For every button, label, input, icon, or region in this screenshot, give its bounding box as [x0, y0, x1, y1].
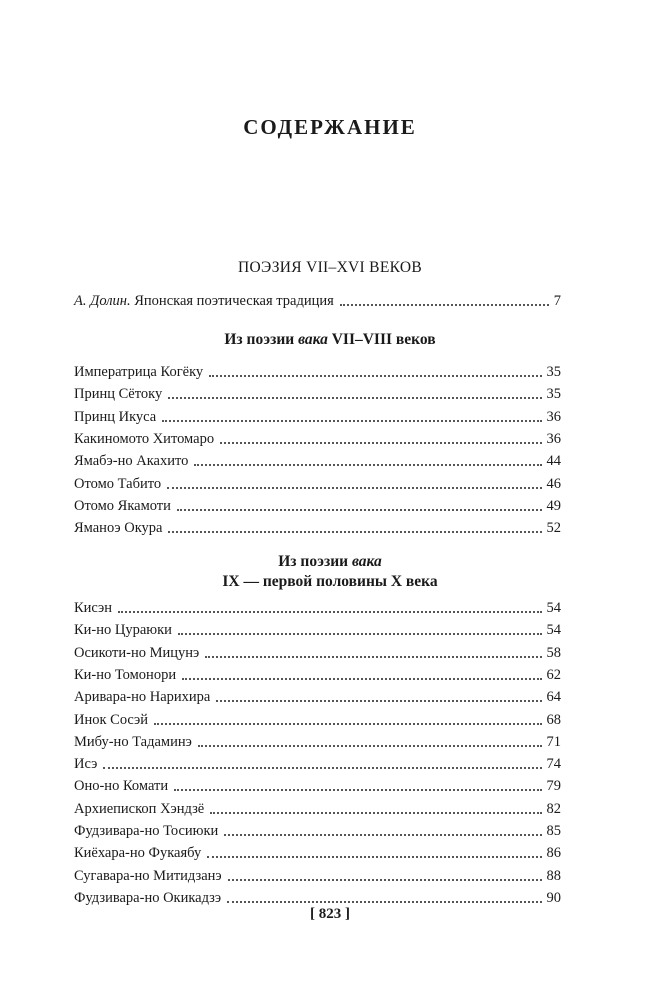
toc-entry[interactable]: [74, 888, 561, 908]
toc-entry-page: 54: [546, 600, 561, 616]
toc-entry-name: Фудзивара-но Тосиюки: [74, 823, 219, 839]
heading-suffix: VII–VIII веков: [327, 331, 436, 348]
heading-prefix: Из поэзии: [224, 331, 299, 348]
leader-dots: [207, 856, 541, 858]
toc-entry-name: Архиепископ Хэндзё: [74, 800, 205, 817]
leader-dots: [174, 789, 541, 791]
toc-entry-name: Киёхара-но Фукаябу: [74, 845, 202, 862]
leader-dots: [209, 375, 541, 377]
toc-entry[interactable]: [74, 866, 561, 886]
toc-entry-name: Принц Сётоку: [74, 386, 163, 403]
toc-entry[interactable]: [74, 799, 561, 819]
toc-entry[interactable]: [74, 643, 561, 663]
toc-entry-name: Ямабэ-но Акахито: [74, 453, 189, 470]
toc-entry-page: 82: [546, 800, 561, 817]
toc-entry[interactable]: [74, 362, 561, 382]
toc-entry-page: 35: [546, 364, 561, 380]
leader-dots: [168, 397, 541, 399]
toc-entry-name: Отомо Якамоти: [74, 497, 171, 514]
toc-entry[interactable]: [74, 710, 561, 730]
leader-dots: [177, 509, 542, 511]
toc-entry[interactable]: [74, 776, 561, 796]
leader-dots: [182, 678, 541, 680]
toc-entry-page: 62: [546, 666, 561, 683]
toc-entry-name: [74, 291, 334, 311]
toc-entry-name: Аривара-но Нарихира: [74, 689, 211, 706]
toc-entry-page: 58: [546, 644, 561, 661]
heading-italic: вака: [298, 331, 328, 348]
toc-entry[interactable]: [74, 665, 561, 685]
toc-entry-page: 88: [546, 867, 561, 884]
leader-dots: [228, 879, 542, 881]
leader-dots: [224, 834, 541, 836]
leader-dots: [205, 656, 541, 658]
toc-entry[interactable]: [74, 384, 561, 404]
leader-dots: [167, 487, 541, 489]
toc-entry-page: 71: [546, 733, 561, 750]
leader-dots: [168, 531, 541, 533]
toc-entry-page: 68: [546, 711, 561, 728]
toc-entry-page: 64: [546, 689, 561, 706]
leader-dots: [178, 633, 542, 635]
toc-entry[interactable]: [74, 821, 561, 841]
heading-prefix: Из поэзии: [278, 553, 352, 570]
leader-dots: [220, 442, 541, 444]
toc-entry-text: Японская поэтическая традиция: [130, 293, 334, 309]
toc-entry-name: Оно-но Комати: [74, 778, 169, 795]
section-heading-vaka-7-8: [0, 331, 660, 349]
toc-entry-name: Яманоэ Окура: [74, 520, 163, 537]
toc-entry-page: 44: [546, 453, 561, 470]
leader-dots: [118, 611, 541, 613]
toc-entry[interactable]: [74, 732, 561, 752]
toc-entry-page: 86: [546, 845, 561, 862]
toc-entry-name: Сугавара-но Митидзанэ: [74, 867, 222, 884]
toc-entry[interactable]: [74, 687, 561, 707]
toc-entry[interactable]: [74, 598, 561, 618]
leader-dots: [103, 767, 541, 769]
toc-entry[interactable]: [74, 620, 561, 640]
heading-italic: вака: [351, 553, 382, 570]
toc-entry-name: Инок Сосэй: [74, 711, 149, 728]
toc-entry[interactable]: [74, 518, 561, 538]
toc-entry-page: 7: [553, 293, 561, 309]
toc-entry-page: 54: [546, 622, 561, 639]
section-heading-vaka-9-10-line1: [0, 553, 660, 571]
toc-entry[interactable]: [74, 474, 561, 494]
page-title: СОДЕРЖАНИЕ: [243, 115, 417, 139]
toc-entry-name: Отомо Табито: [74, 475, 162, 492]
toc-entry-name: Кисэн: [74, 600, 113, 616]
leader-dots: [198, 745, 542, 747]
leader-dots: [194, 464, 541, 466]
toc-entry-name: Принц Икуса: [74, 408, 157, 425]
toc-entry-page: 52: [546, 520, 561, 537]
toc-entry-name: Фудзивара-но Окикадзэ: [74, 889, 222, 906]
toc-entry-page: 36: [546, 430, 561, 447]
toc-entry-name: Императрица Когёку: [74, 364, 204, 380]
toc-entry-name: Мибу-но Тадаминэ: [74, 733, 192, 750]
leader-dots: [162, 420, 541, 422]
toc-entry-author: А. Долин.: [74, 293, 131, 309]
toc-entry-page: 74: [546, 756, 561, 773]
page-number: [ 823 ]: [310, 906, 350, 922]
toc-entry[interactable]: [74, 451, 561, 471]
leader-dots: [227, 901, 541, 903]
toc-entry-page: 46: [546, 475, 561, 492]
toc-entry-name: Осикоти-но Мицунэ: [74, 644, 200, 661]
toc-entry-page: 90: [546, 889, 561, 906]
toc-entry-intro[interactable]: [74, 291, 561, 311]
toc-entry-name: Исэ: [74, 756, 98, 773]
toc-entry-name: Ки-но Томонори: [74, 666, 177, 683]
toc-entry-name: Какиномото Хитомаро: [74, 430, 215, 447]
toc-entry[interactable]: [74, 429, 561, 449]
leader-dots: [216, 700, 541, 702]
leader-dots: [210, 812, 541, 814]
toc-entry-page: 85: [546, 823, 561, 839]
leader-dots: [340, 304, 549, 306]
toc-entry-page: 36: [546, 408, 561, 425]
toc-entry[interactable]: [74, 843, 561, 863]
leader-dots: [154, 723, 541, 725]
section-heading-poetry: ПОЭЗИЯ VII–XVI ВЕКОВ: [238, 259, 422, 276]
toc-entry[interactable]: [74, 496, 561, 516]
toc-entry-page: 49: [546, 497, 561, 514]
toc-entry[interactable]: [74, 754, 561, 774]
toc-entry-page: 79: [546, 778, 561, 795]
toc-entry-name: Ки-но Цураюки: [74, 622, 172, 639]
section-heading-vaka-9-10-line2: IX — первой половины X века: [222, 573, 438, 590]
toc-entry-page: 35: [546, 386, 561, 403]
toc-entry[interactable]: [74, 407, 561, 427]
